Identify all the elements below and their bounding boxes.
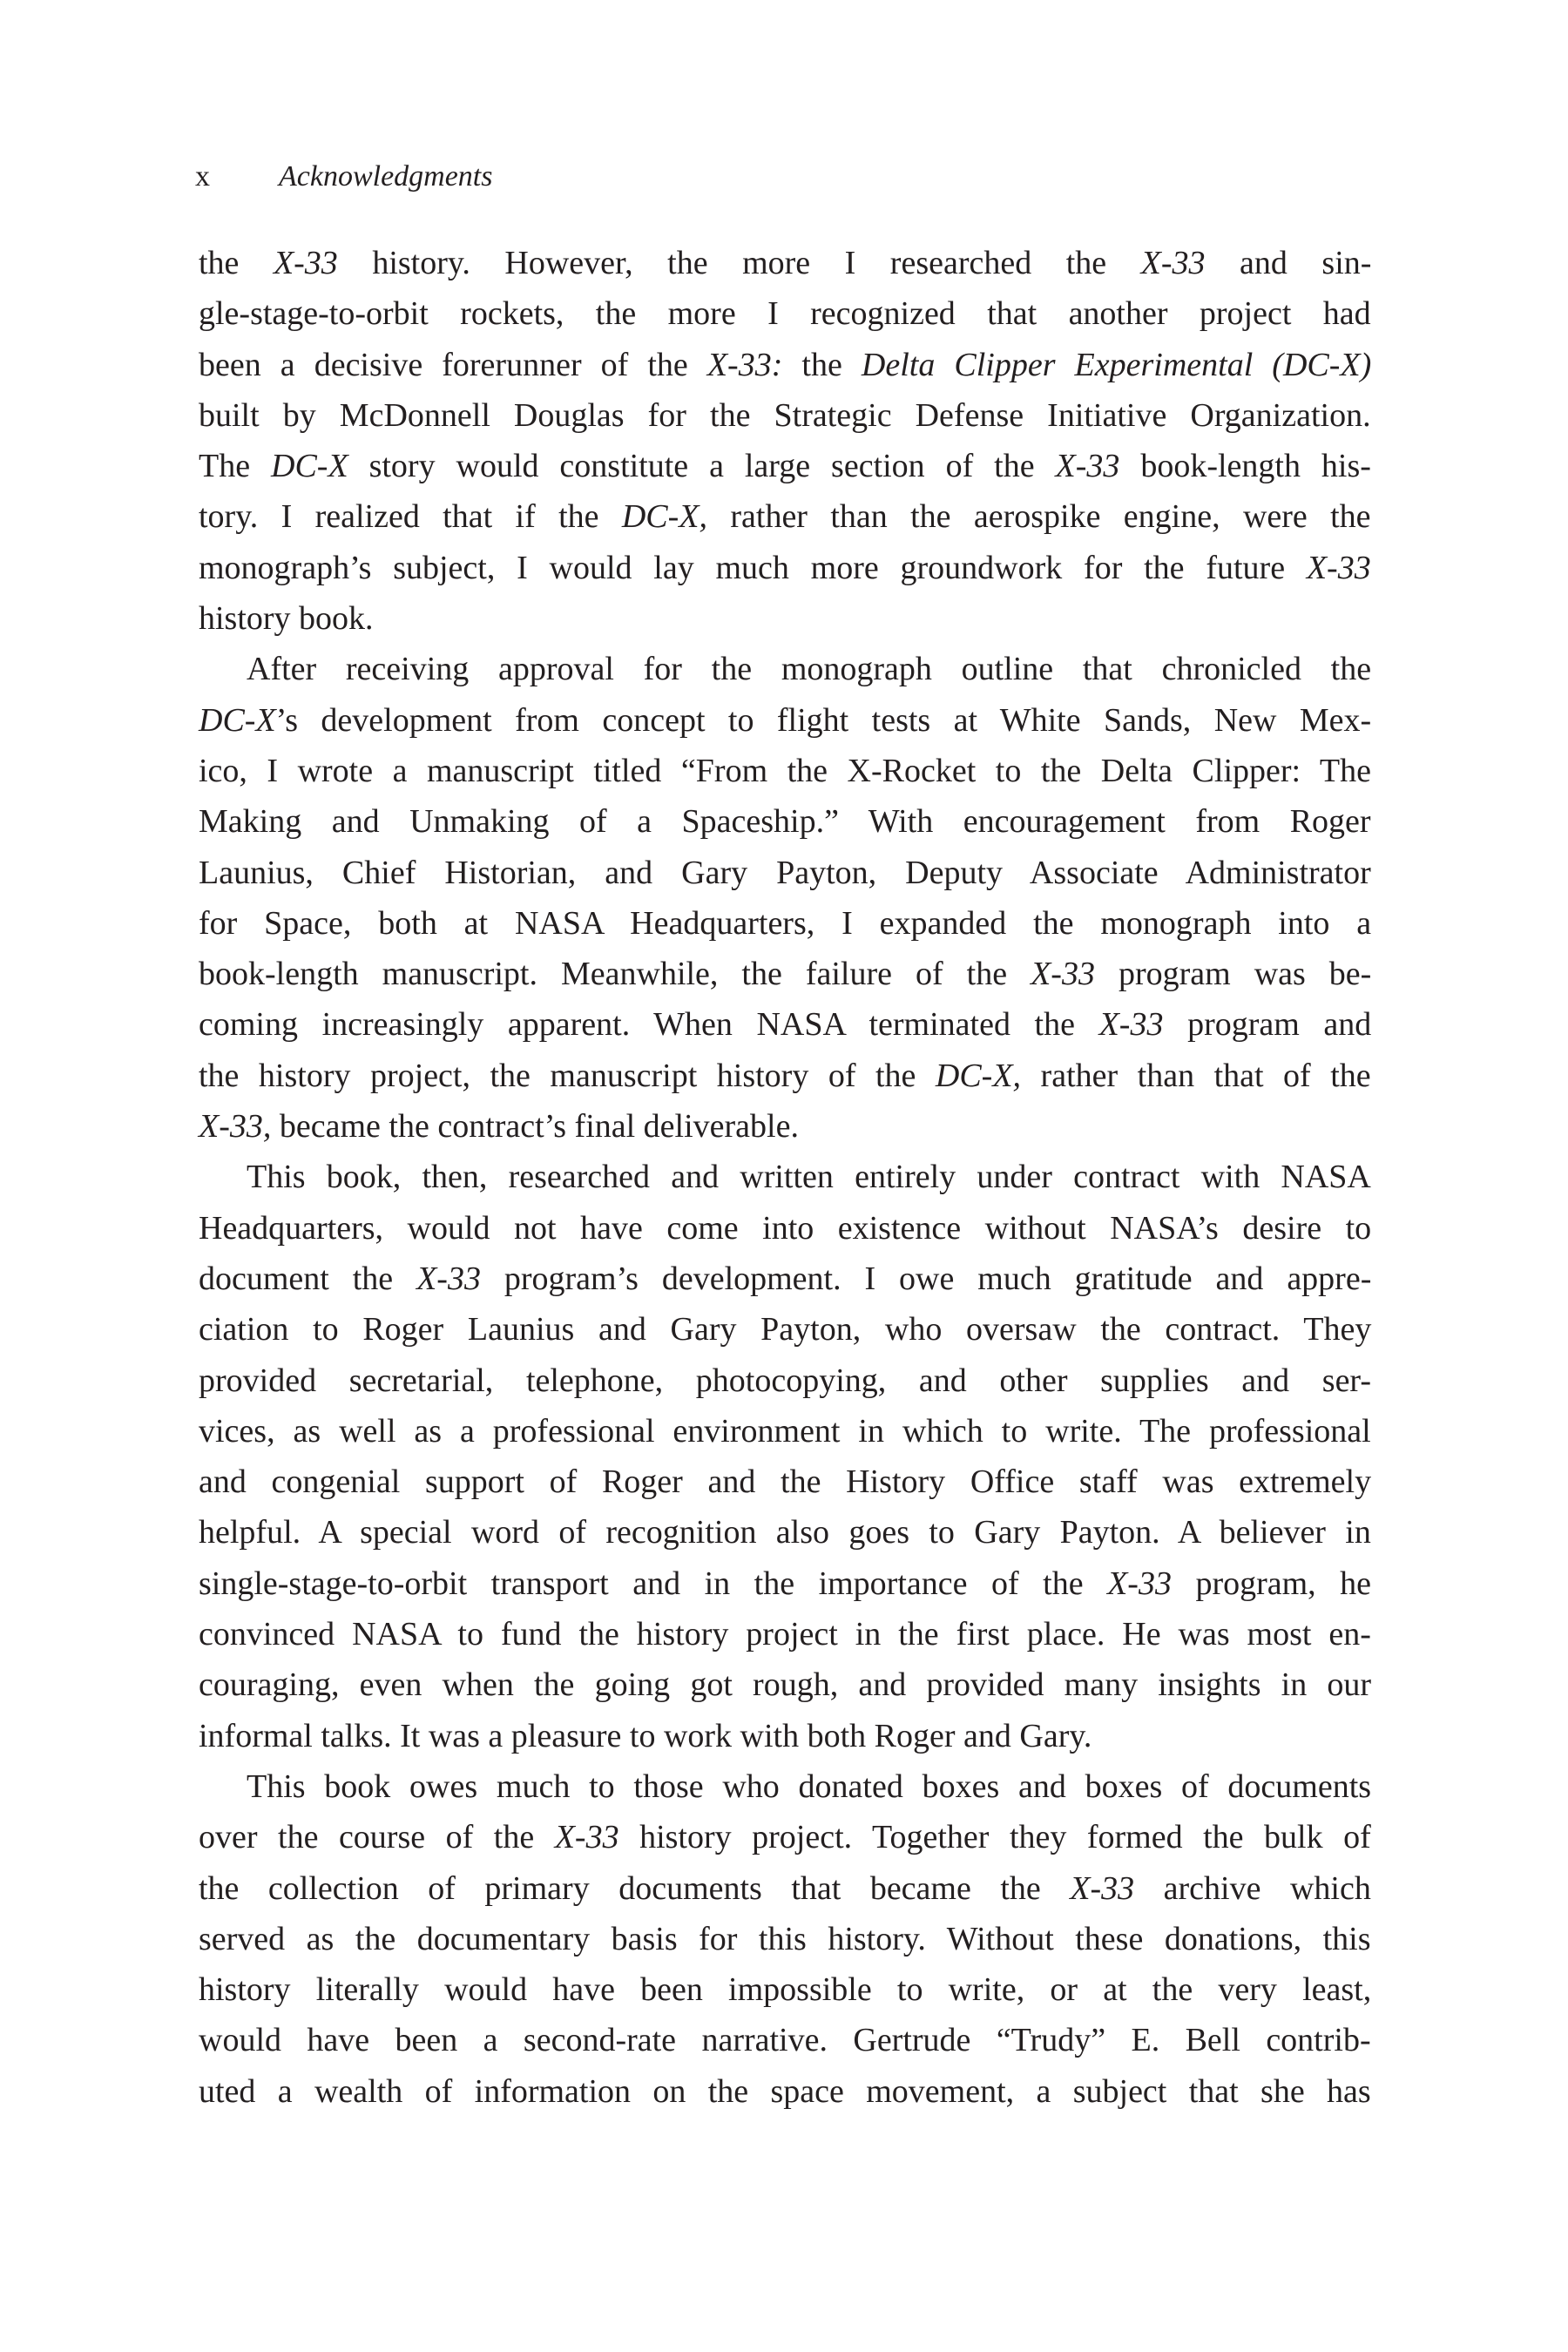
text-run: would have been a second-rate narrative. Gertrude “Trudy” E. Bell contrib- bbox=[199, 2022, 1371, 2059]
text-run: document the bbox=[199, 1260, 417, 1297]
text-line-content bbox=[199, 543, 1371, 593]
text-line bbox=[199, 1101, 1371, 1152]
text-run: been a decisive forerunner of the bbox=[199, 346, 707, 383]
text-line-content bbox=[199, 1507, 1371, 1558]
text-run: built by McDonnell Douglas for the Strategic Defense Initiative Organization. bbox=[199, 396, 1371, 434]
paragraph bbox=[199, 644, 1371, 1152]
italic-text: DC-X bbox=[199, 701, 276, 739]
paragraph bbox=[199, 1152, 1371, 1761]
text-line bbox=[199, 1203, 1371, 1254]
text-run: history project. Together they formed the bulk of bbox=[618, 1819, 1371, 1856]
text-line-content bbox=[199, 390, 1371, 441]
italic-text: X-33, bbox=[199, 1108, 272, 1146]
italic-text: X-33 bbox=[1031, 956, 1095, 993]
text-run: program’s development. I owe much gratitude and appre- bbox=[480, 1260, 1372, 1297]
text-line-content bbox=[199, 238, 1371, 288]
text-line bbox=[199, 2015, 1371, 2065]
text-run: history book. bbox=[199, 600, 374, 638]
text-line bbox=[199, 1558, 1371, 1609]
text-line bbox=[199, 1812, 1371, 1862]
italic-text: DC-X, bbox=[935, 1057, 1022, 1094]
text-line bbox=[199, 238, 1371, 288]
text-run: program was be- bbox=[1094, 956, 1372, 993]
text-line-content bbox=[199, 340, 1371, 390]
text-line bbox=[199, 999, 1371, 1050]
text-line-content bbox=[199, 2015, 1371, 2065]
italic-text: X-33 bbox=[1140, 245, 1206, 281]
text-run: history. However, the more I researched the bbox=[337, 245, 1141, 281]
text-line-content bbox=[199, 1355, 1371, 1406]
text-run: This book, then, researched and written entirely under contract with NASA bbox=[247, 1159, 1371, 1196]
text-line bbox=[199, 1711, 1371, 1761]
text-line-content bbox=[199, 1863, 1371, 1914]
italic-text: DC-X, bbox=[621, 498, 708, 536]
text-run: The bbox=[199, 448, 271, 485]
text-line-content bbox=[199, 1456, 1371, 1507]
italic-text: X-33 bbox=[1055, 448, 1120, 485]
text-line bbox=[199, 1051, 1371, 1101]
text-line bbox=[199, 1304, 1371, 1355]
italic-text: X-33: bbox=[706, 346, 783, 383]
text-line bbox=[199, 543, 1371, 593]
text-line-content bbox=[199, 848, 1371, 898]
text-line bbox=[199, 1254, 1371, 1304]
text-run: rather than the aerospike engine, were the bbox=[707, 498, 1371, 536]
text-run: After receiving approval for the monograph outline that chronicled the bbox=[247, 651, 1372, 688]
text-line-content bbox=[199, 1101, 1371, 1152]
text-line bbox=[199, 1507, 1371, 1558]
text-line-content bbox=[199, 949, 1371, 999]
text-line-content bbox=[199, 1406, 1371, 1456]
text-run: the bbox=[782, 346, 862, 383]
text-run: Launius, Chief Historian, and Gary Payton, Deputy Associate Administrator bbox=[199, 854, 1371, 891]
text-line bbox=[199, 1609, 1371, 1659]
italic-text: Delta Clipper Experimental (DC-X) bbox=[861, 346, 1372, 383]
text-line bbox=[199, 1863, 1371, 1914]
italic-text: X-33 bbox=[1107, 1565, 1172, 1602]
text-run: uted a wealth of information on the space movement, a subject that she has bbox=[199, 2072, 1371, 2110]
text-line-content bbox=[199, 1558, 1371, 1609]
text-line bbox=[199, 288, 1371, 339]
text-run: archive which bbox=[1134, 1869, 1371, 1907]
page-number: x bbox=[195, 160, 210, 193]
text-run: the collection of primary documents that became the bbox=[199, 1869, 1071, 1907]
text-run: ico, I wrote a manuscript titled “From the X-Rocket to the Delta Clipper: The bbox=[199, 752, 1371, 789]
text-run: single-stage-to-orbit transport and in the importance of the bbox=[199, 1565, 1108, 1602]
italic-text: X-33 bbox=[1098, 1006, 1164, 1044]
text-run: Making and Unmaking of a Spaceship.” With encouragement from Roger bbox=[199, 803, 1371, 841]
text-line bbox=[199, 2066, 1371, 2117]
text-line-content bbox=[199, 1254, 1371, 1304]
text-line bbox=[199, 1659, 1371, 1710]
text-run: Headquarters, would not have come into existence without NASA’s desire to bbox=[199, 1209, 1372, 1247]
text-run: served as the documentary basis for this history. Without these donations, this bbox=[199, 1920, 1371, 1957]
text-run: convinced NASA to fund the history project in the first place. He was most en- bbox=[199, 1616, 1371, 1653]
text-line bbox=[199, 491, 1371, 542]
text-line-content bbox=[199, 999, 1371, 1050]
italic-text: X-33 bbox=[554, 1819, 619, 1856]
running-head-title: Acknowledgments bbox=[279, 160, 493, 193]
text-line-content bbox=[199, 746, 1371, 796]
italic-text: X-33 bbox=[416, 1260, 481, 1297]
text-line bbox=[199, 949, 1371, 999]
text-line bbox=[199, 441, 1371, 491]
text-run: and congenial support of Roger and the History Office staff was extremely bbox=[199, 1463, 1372, 1501]
text-run: informal talks. It was a pleasure to work with both Roger and Gary. bbox=[199, 1717, 1092, 1754]
text-line-content bbox=[199, 491, 1371, 542]
text-line-content bbox=[199, 1914, 1371, 1964]
text-line-content bbox=[199, 1152, 1371, 1202]
text-line-content bbox=[199, 1051, 1371, 1101]
text-run: and sin- bbox=[1205, 245, 1372, 281]
text-line bbox=[199, 1152, 1371, 1202]
text-line bbox=[199, 390, 1371, 441]
text-line-content bbox=[199, 1761, 1371, 1812]
text-run: ’s development from concept to flight tests at White Sands, New Mex- bbox=[275, 701, 1372, 739]
text-line-content bbox=[199, 1812, 1371, 1862]
text-line-content bbox=[199, 441, 1371, 491]
text-line bbox=[199, 1456, 1371, 1507]
body-text bbox=[199, 238, 1371, 2117]
text-line bbox=[199, 746, 1371, 796]
text-run: provided secretarial, telephone, photocopying, and other supplies and ser- bbox=[199, 1362, 1371, 1399]
text-line-content bbox=[199, 644, 1371, 694]
running-head bbox=[195, 155, 493, 199]
text-run: history literally would have been impossible to write, or at the very least, bbox=[199, 1971, 1372, 2009]
text-run: This book owes much to those who donated boxes and boxes of documents bbox=[247, 1767, 1372, 1805]
text-line-content bbox=[199, 1609, 1371, 1659]
text-line bbox=[199, 1964, 1371, 2015]
text-line bbox=[199, 1914, 1371, 1964]
italic-text: X-33 bbox=[1306, 549, 1371, 586]
text-line bbox=[199, 1406, 1371, 1456]
text-line bbox=[199, 1761, 1371, 1812]
text-line-content bbox=[199, 898, 1371, 949]
text-line-content bbox=[199, 1203, 1371, 1254]
text-run: rather than that of the bbox=[1021, 1057, 1371, 1094]
text-line-content bbox=[199, 1304, 1371, 1355]
text-line-content bbox=[199, 796, 1371, 847]
text-line bbox=[199, 593, 1371, 644]
paragraph bbox=[199, 238, 1371, 644]
paragraph bbox=[199, 1761, 1371, 2117]
text-run: program and bbox=[1163, 1006, 1372, 1044]
text-line-content bbox=[199, 288, 1371, 339]
text-run: coming increasingly apparent. When NASA terminated the bbox=[199, 1006, 1099, 1044]
text-run: gle-stage-to-orbit rockets, the more I recognized that another project had bbox=[199, 295, 1371, 333]
text-run: the bbox=[199, 245, 274, 281]
text-line-content bbox=[199, 2066, 1371, 2117]
text-run: program, he bbox=[1171, 1565, 1372, 1602]
italic-text: X-33 bbox=[273, 245, 338, 281]
text-run: monograph’s subject, I would lay much more groundwork for the future bbox=[199, 549, 1307, 586]
text-run: story would constitute a large section of the bbox=[348, 448, 1056, 485]
text-line-content bbox=[199, 695, 1371, 746]
text-line bbox=[199, 1355, 1371, 1406]
text-line-content bbox=[199, 1964, 1371, 2015]
text-run: vices, as well as a professional environment in which to write. The professional bbox=[199, 1412, 1371, 1450]
text-run: tory. I realized that if the bbox=[199, 498, 622, 536]
text-line bbox=[199, 340, 1371, 390]
text-run: helpful. A special word of recognition also goes to Gary Payton. A believer in bbox=[199, 1514, 1371, 1551]
text-line bbox=[199, 898, 1371, 949]
text-run: the history project, the manuscript history of the bbox=[199, 1057, 936, 1094]
text-line bbox=[199, 644, 1371, 694]
text-run: book-length manuscript. Meanwhile, the failure of the bbox=[199, 956, 1031, 993]
text-line-content bbox=[199, 1659, 1371, 1710]
text-line bbox=[199, 848, 1371, 898]
text-line bbox=[199, 695, 1371, 746]
italic-text: DC-X bbox=[271, 448, 348, 485]
text-line-content bbox=[199, 1711, 1371, 1761]
text-line bbox=[199, 796, 1371, 847]
text-line-content bbox=[199, 593, 1371, 644]
text-run: couraging, even when the going got rough, and provided many insights in our bbox=[199, 1666, 1372, 1704]
text-run: became the contract’s final deliverable. bbox=[271, 1108, 799, 1146]
text-run: for Space, both at NASA Headquarters, I expanded the monograph into a bbox=[199, 904, 1372, 942]
italic-text: X-33 bbox=[1070, 1869, 1135, 1907]
text-run: book-length his- bbox=[1119, 448, 1371, 485]
text-run: ciation to Roger Launius and Gary Payton, who oversaw the contract. They bbox=[199, 1311, 1372, 1348]
text-run: over the course of the bbox=[199, 1819, 555, 1856]
